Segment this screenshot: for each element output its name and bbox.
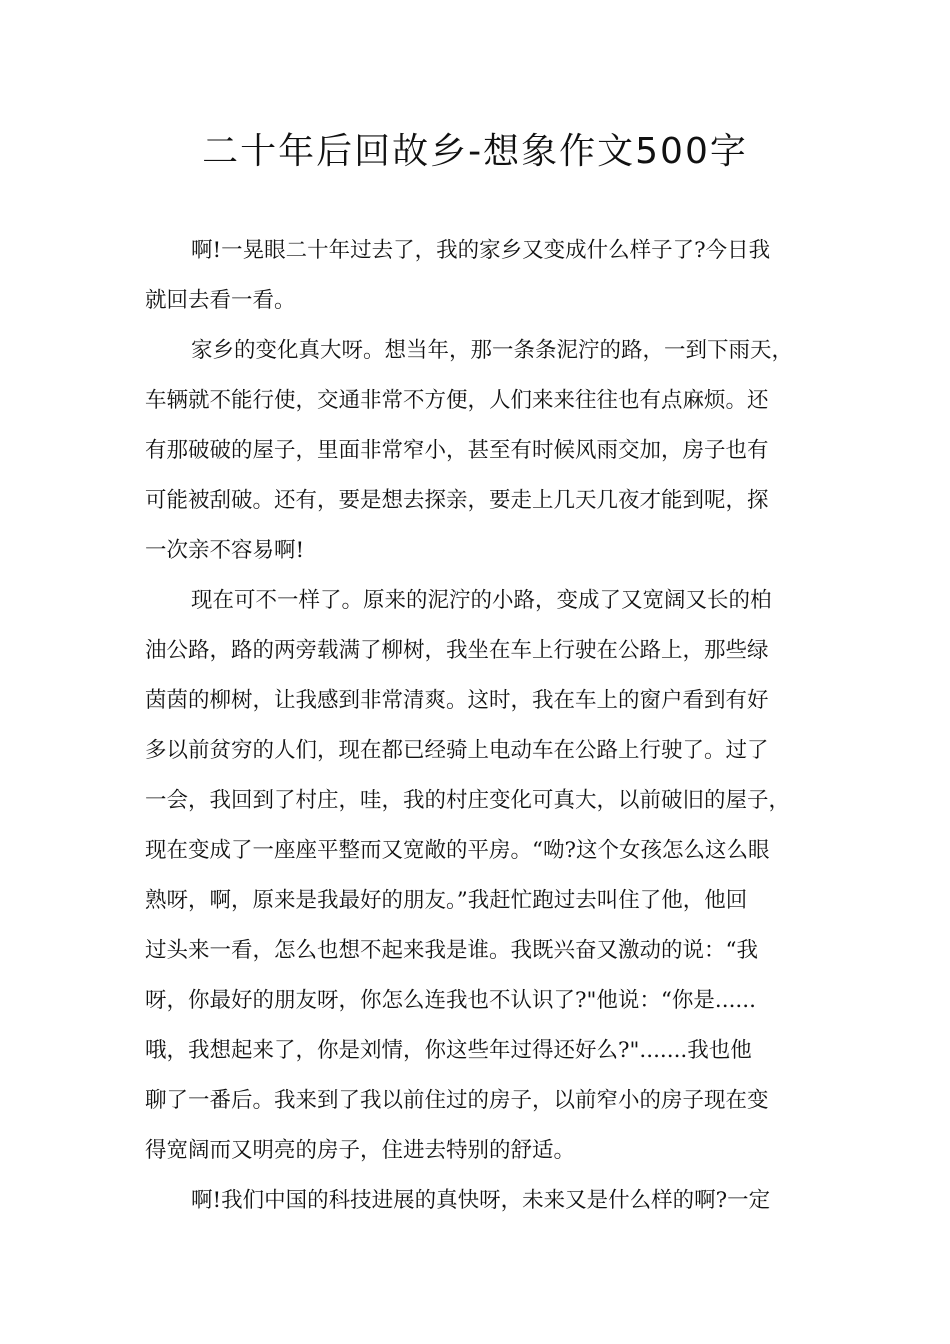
body-line: 一会，我回到了村庄，哇，我的村庄变化可真大，以前破旧的屋子， xyxy=(145,788,791,813)
body-line: 多以前贫穷的人们，现在都已经骑上电动车在公路上行驶了。过了 xyxy=(145,738,769,763)
document-title: 二十年后回故乡-想象作文500字 xyxy=(202,131,748,172)
body-line: 油公路，路的两旁载满了柳树，我坐在车上行驶在公路上，那些绿 xyxy=(145,638,769,663)
body-line: 哦，我想起来了，你是刘情，你这些年过得还好么?".......我也他 xyxy=(145,1038,752,1063)
body-line: 过头来一看，怎么也想不起来我是谁。我既兴奋又激动的说：“我 xyxy=(145,938,758,963)
body-line: 得宽阔而又明亮的房子，住进去特别的舒适。 xyxy=(145,1138,576,1163)
body-line: 一次亲不容易啊! xyxy=(145,538,305,563)
body-line: 啊!我们中国的科技进展的真快呀，未来又是什么样的啊?一定 xyxy=(191,1188,771,1213)
body-line: 呀，你最好的朋友呀，你怎么连我也不认识了?"他说：“你是...... xyxy=(145,988,756,1013)
body-line: 熟呀，啊，原来是我最好的朋友。”我赶忙跑过去叫住了他，他回 xyxy=(145,888,748,913)
body-line: 现在可不一样了。原来的泥泞的小路，变成了又宽阔又长的柏 xyxy=(191,588,772,613)
body-line: 聊了一番后。我来到了我以前住过的房子，以前窄小的房子现在变 xyxy=(145,1088,769,1113)
body-line: 茵茵的柳树，让我感到非常清爽。这时，我在车上的窗户看到有好 xyxy=(145,688,769,713)
body-line: 现在变成了一座座平整而又宽敞的平房。“呦?这个女孩怎么这么眼 xyxy=(145,838,770,863)
body-line: 啊!一晃眼二十年过去了，我的家乡又变成什么样子了?今日我 xyxy=(191,238,771,263)
body-line: 有那破破的屋子，里面非常窄小，甚至有时候风雨交加，房子也有 xyxy=(145,438,769,463)
body-line: 车辆就不能行使，交通非常不方便，人们来来往往也有点麻烦。还 xyxy=(145,388,769,413)
body-line: 家乡的变化真大呀。想当年，那一条条泥泞的路，一到下雨天， xyxy=(191,338,794,363)
body-line: 可能被刮破。还有，要是想去探亲，要走上几天几夜才能到呢，探 xyxy=(145,488,769,513)
body-line: 就回去看一看。 xyxy=(145,288,296,313)
